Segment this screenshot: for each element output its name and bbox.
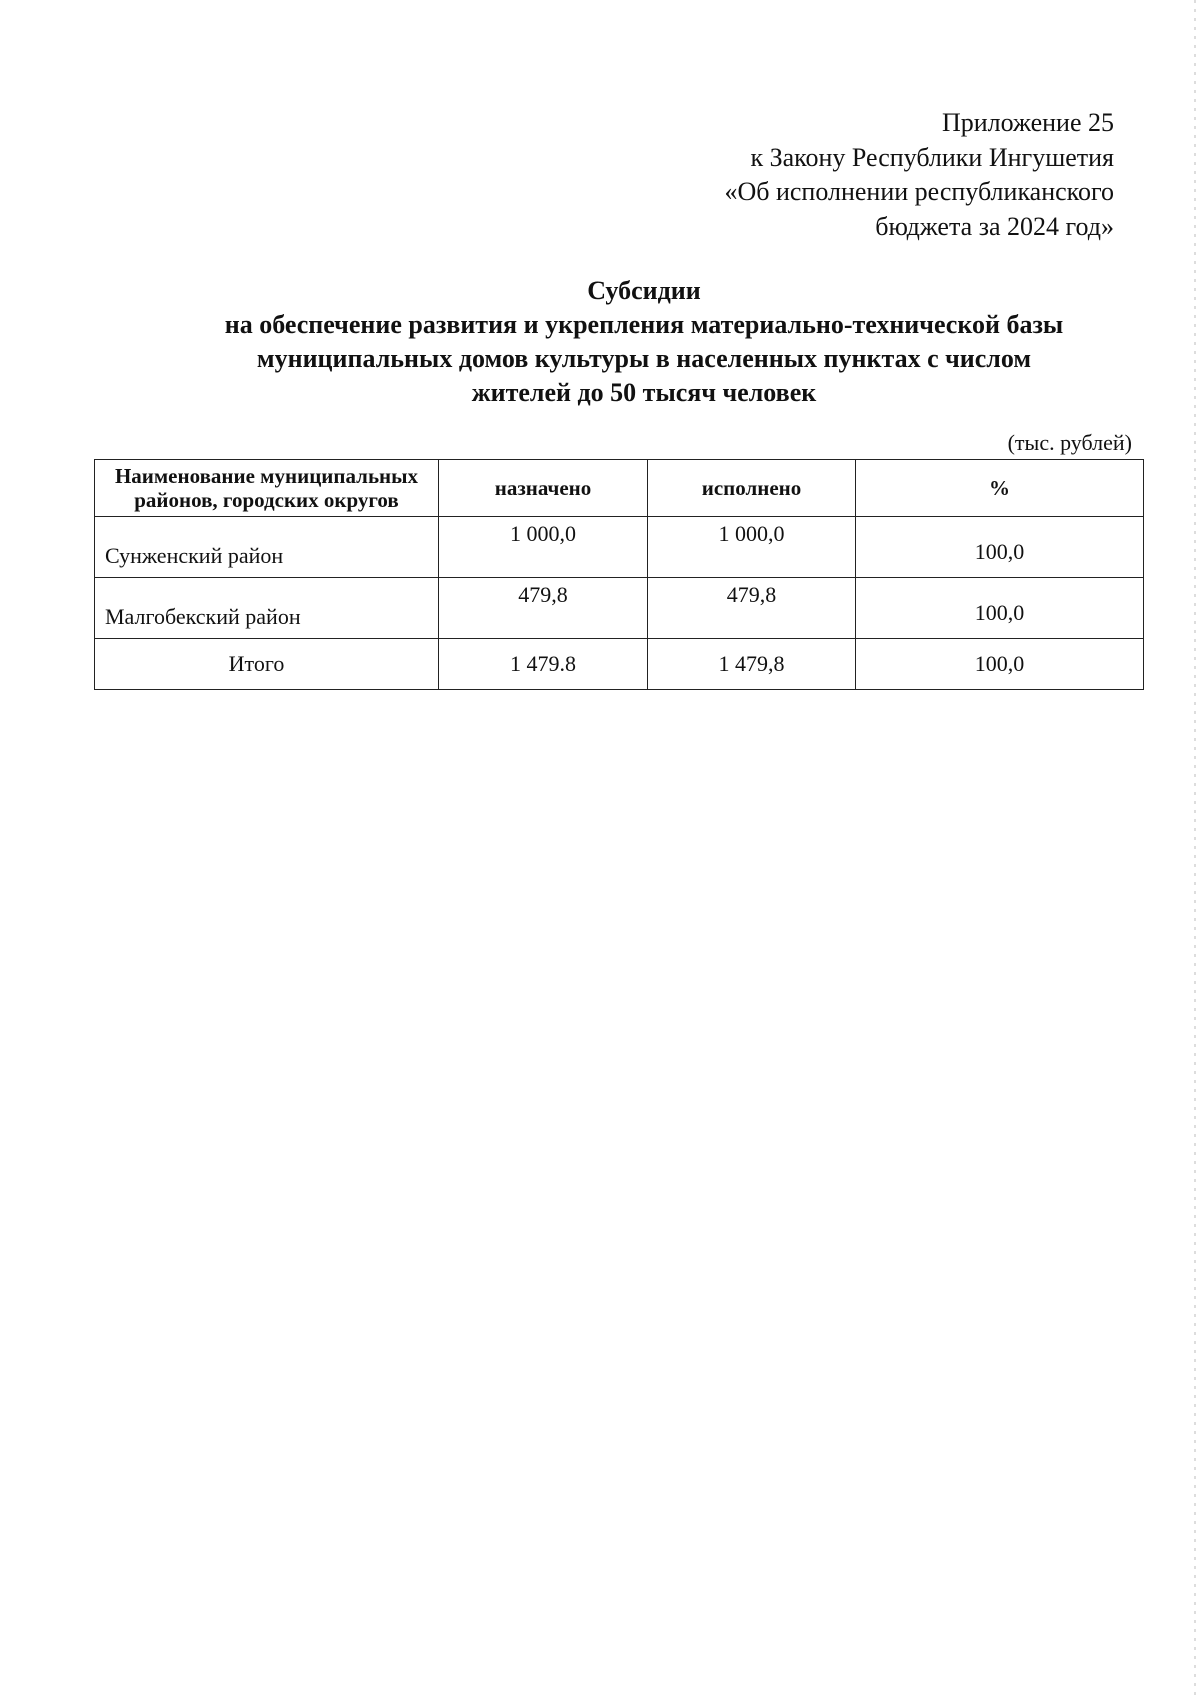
header-municipality-line1: Наименование муниципальных bbox=[114, 464, 419, 488]
header-percent: % bbox=[856, 460, 1144, 517]
document-subtitle-line3: жителей до 50 тысяч человек bbox=[471, 378, 817, 407]
appendix-law-reference: к Закону Республики Ингушетия bbox=[750, 142, 1114, 172]
document-subtitle-line1: на обеспечение развития и укрепления материально-технической базы bbox=[224, 310, 1064, 339]
row-percent: 100,0 bbox=[856, 578, 1144, 639]
appendix-block bbox=[724, 106, 1114, 244]
units-label: (тыс. рублей) bbox=[1007, 430, 1132, 455]
total-executed: 1 479,8 bbox=[648, 639, 856, 690]
table-total-row bbox=[95, 639, 1144, 690]
header-municipality-line2: районов, городских округов bbox=[134, 488, 399, 512]
table-row bbox=[95, 517, 1144, 578]
row-assigned: 479,8 bbox=[439, 578, 648, 639]
row-municipality: Сунженский район bbox=[95, 517, 439, 578]
table-row bbox=[95, 578, 1144, 639]
header-municipality bbox=[95, 460, 439, 517]
appendix-number: Приложение 25 bbox=[941, 108, 1114, 137]
document-heading bbox=[94, 274, 1194, 410]
row-executed: 479,8 bbox=[648, 578, 856, 639]
row-municipality: Малгобекский район bbox=[95, 578, 439, 639]
total-label: Итого bbox=[95, 639, 439, 690]
header-executed: исполнено bbox=[648, 460, 856, 517]
subsidies-table bbox=[94, 459, 1144, 690]
table-header-row bbox=[95, 460, 1144, 517]
total-percent: 100,0 bbox=[856, 639, 1144, 690]
row-executed: 1 000,0 bbox=[648, 517, 856, 578]
scan-margin-mark bbox=[1194, 0, 1196, 1697]
document-title: Субсидии bbox=[587, 276, 701, 305]
header-assigned: назначено bbox=[439, 460, 648, 517]
document-subtitle-line2: муниципальных домов культуры в населенных пунктах с числом bbox=[256, 344, 1032, 373]
appendix-law-title-line1: «Об исполнении республиканского bbox=[724, 177, 1114, 206]
appendix-law-title-line2: бюджета за 2024 год» bbox=[875, 211, 1114, 241]
total-assigned: 1 479.8 bbox=[439, 639, 648, 690]
row-percent: 100,0 bbox=[856, 517, 1144, 578]
row-assigned: 1 000,0 bbox=[439, 517, 648, 578]
